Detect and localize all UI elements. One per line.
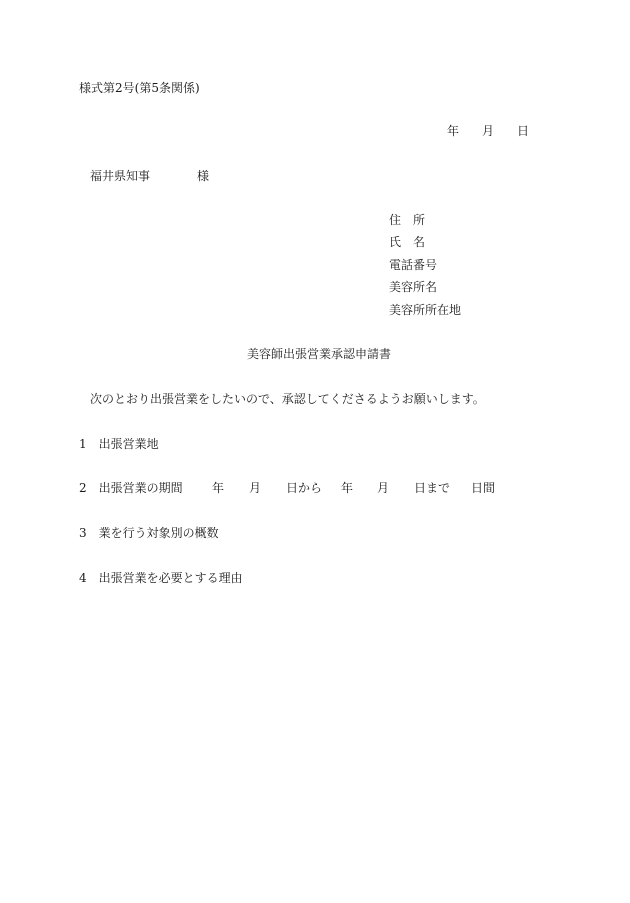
applicant-phone-label: 電話番号	[389, 258, 438, 272]
applicant-address-label: 住 所	[389, 213, 426, 227]
period-from-month: 月	[249, 481, 262, 495]
period-from-day: 日から	[286, 481, 323, 495]
salon-address-label: 美容所所在地	[389, 303, 462, 317]
item-business-location: 1 出張営業地	[79, 437, 159, 451]
item-client-estimate: 3 業を行う対象別の概数	[79, 526, 219, 540]
period-from-year: 年	[212, 481, 225, 495]
period-to-year: 年	[341, 481, 354, 495]
applicant-name-label: 氏 名	[389, 235, 426, 249]
item-reason: 4 出張営業を必要とする理由	[79, 571, 243, 585]
date-month-label: 月	[482, 124, 495, 138]
period-days: 日間	[471, 481, 496, 495]
date-day-label: 日	[517, 124, 530, 138]
date-year-label: 年	[447, 124, 460, 138]
salon-name-label: 美容所名	[389, 280, 438, 294]
form-number: 様式第2号(第5条関係)	[79, 81, 200, 95]
document-title: 美容師出張営業承認申請書	[247, 347, 392, 361]
request-statement: 次のとおり出張営業をしたいので、承認してくださるようお願いします。	[90, 392, 485, 406]
period-to-month: 月	[377, 481, 390, 495]
period-to-day: 日まで	[414, 481, 451, 495]
addressee-name: 福井県知事	[90, 169, 151, 183]
addressee-honorific: 様	[197, 169, 210, 183]
item-business-period: 2 出張営業の期間	[79, 481, 183, 495]
